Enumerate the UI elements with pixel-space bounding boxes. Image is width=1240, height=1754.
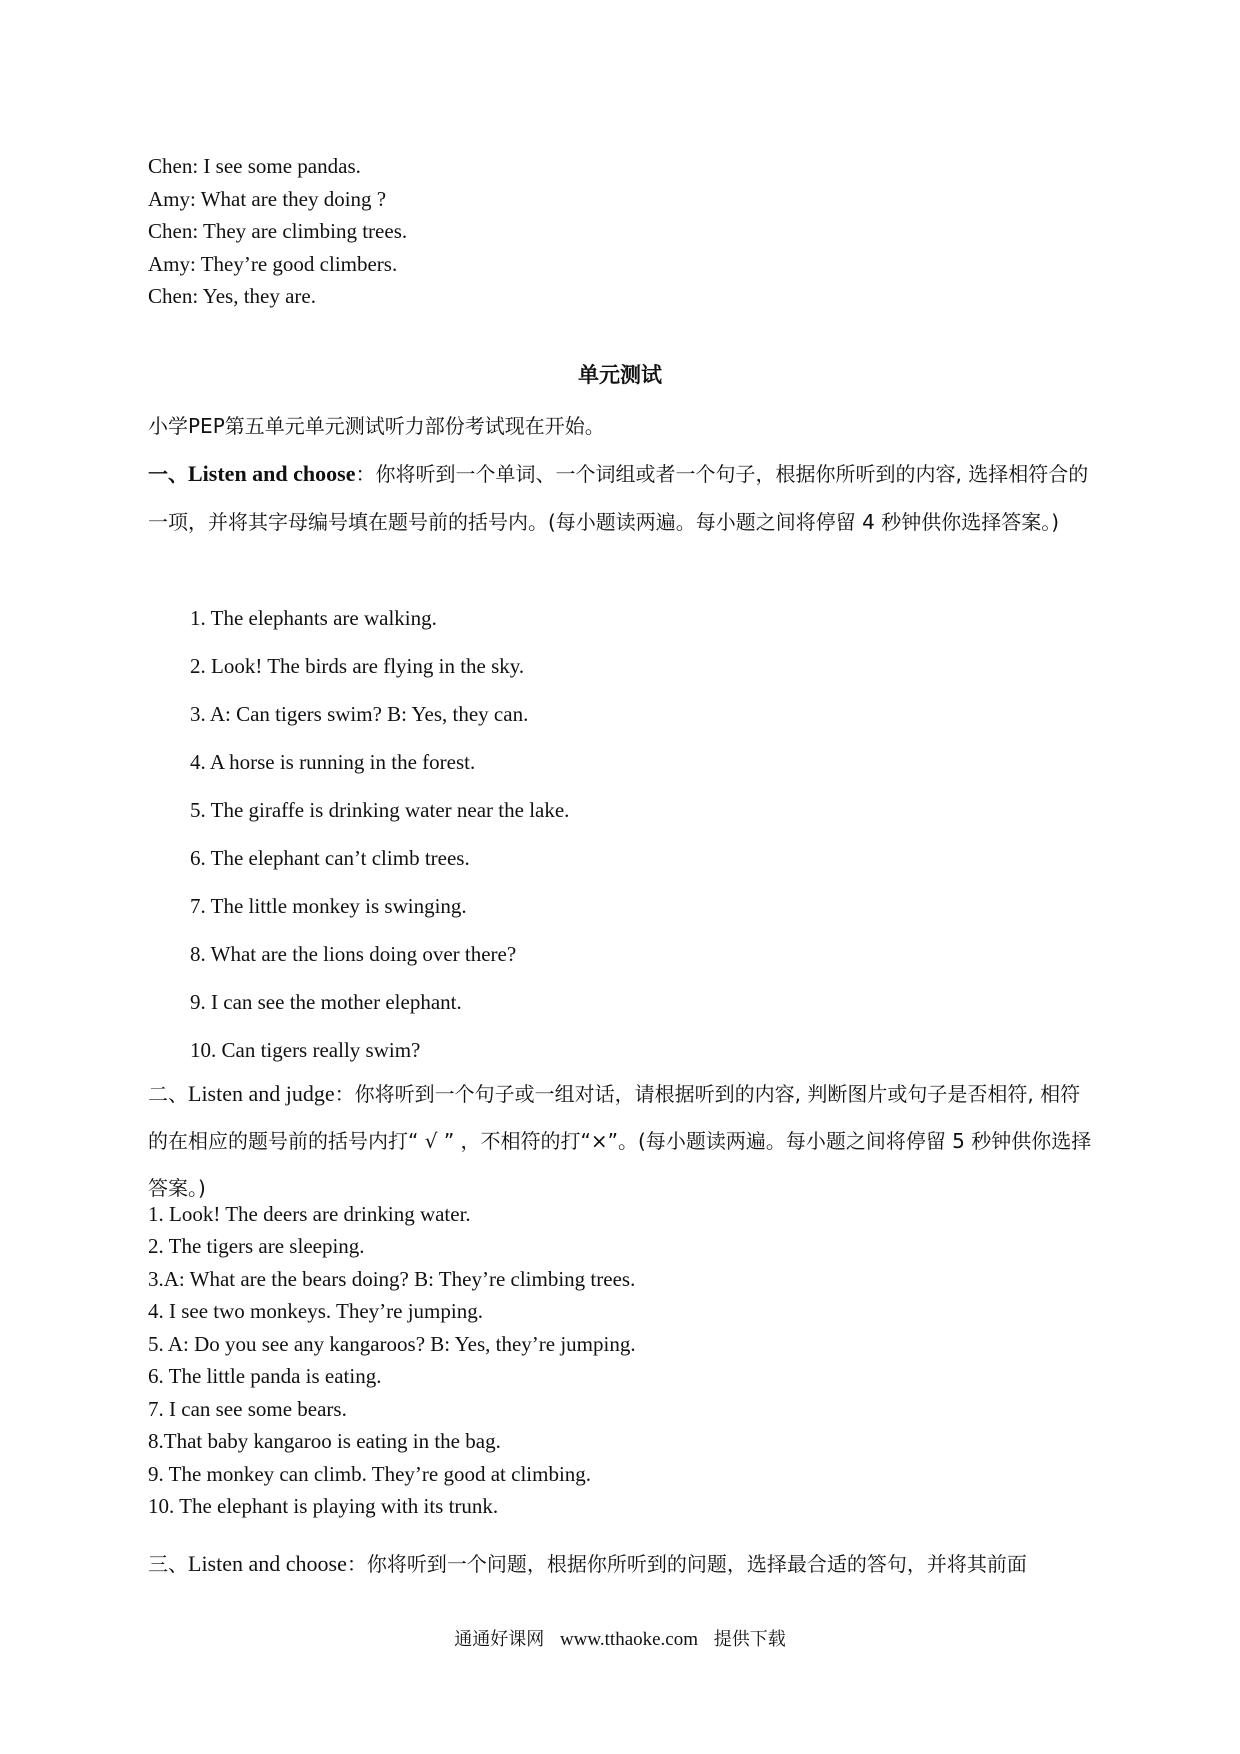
section-label: Listen and judge xyxy=(188,1081,335,1106)
list-item: 6. The elephant can’t climb trees. xyxy=(190,846,470,870)
footer-site-name: 通通好课网 xyxy=(454,1629,545,1650)
list-item: 4. A horse is running in the forest. xyxy=(190,750,476,774)
page-footer xyxy=(0,1625,1240,1651)
list-item: 4. I see two monkeys. They’re jumping. xyxy=(148,1299,483,1323)
list-item: 5. A: Do you see any kangaroos? B: Yes, they’re jumping. xyxy=(148,1332,636,1356)
list-item: 7. I can see some bears. xyxy=(148,1397,347,1421)
section-label: Listen and choose xyxy=(188,1551,347,1576)
list-item: 6. The little panda is eating. xyxy=(148,1364,382,1388)
section-instructions: ：你将听到一个问题，根据你所听到的问题，选择最合适的答句，并将其前面 xyxy=(346,1552,1027,1576)
list-item: 9. I can see the mother elephant. xyxy=(190,990,462,1014)
dialogue-line: Chen: They are climbing trees. xyxy=(148,219,408,243)
dialogue-line: Chen: I see some pandas. xyxy=(148,154,361,178)
section-1-heading xyxy=(148,450,1098,546)
list-item: 2. Look! The birds are flying in the sky. xyxy=(190,654,525,678)
section-number: 三、 xyxy=(148,1552,188,1576)
list-item: 10. The elephant is playing with its trunk. xyxy=(148,1494,499,1518)
list-item: 1. The elephants are walking. xyxy=(190,606,437,630)
section-number: 一、 xyxy=(148,462,188,486)
intro-text: 小学PEP第五单元单元测试听力部份考试现在开始。 xyxy=(148,414,605,438)
footer-suffix: 提供下载 xyxy=(713,1629,786,1650)
section-instructions: ：你将听到一个句子或一组对话，请根据听到的内容, 判断图片或句子是否相符, 相符的在相应的题号前的括号内打“ √ ” ，不相符的打“×”。(每小题读两遍。每小题之间将停留 5 秒钟供你选择答案。) xyxy=(148,1082,1092,1200)
page-title: 单元测试 xyxy=(578,363,662,387)
list-item: 5. The giraffe is drinking water near the lake. xyxy=(190,798,570,822)
dialogue-line: Amy: What are they doing ? xyxy=(148,187,387,211)
list-item: 3. A: Can tigers swim? B: Yes, they can. xyxy=(190,702,529,726)
list-item: 8. What are the lions doing over there? xyxy=(190,942,517,966)
dialogue-line: Chen: Yes, they are. xyxy=(148,284,316,308)
list-item: 10. Can tigers really swim? xyxy=(190,1038,421,1062)
section-label: Listen and choose xyxy=(188,461,356,486)
footer-url-link[interactable]: www.tthaoke.com xyxy=(559,1629,699,1650)
list-item: 2. The tigers are sleeping. xyxy=(148,1234,365,1258)
list-item: 1. Look! The deers are drinking water. xyxy=(148,1202,471,1226)
list-item: 7. The little monkey is swinging. xyxy=(190,894,467,918)
list-item: 9. The monkey can climb. They’re good at climbing. xyxy=(148,1462,592,1486)
list-item: 8.That baby kangaroo is eating in the bag. xyxy=(148,1429,501,1453)
section-number: 二、 xyxy=(148,1082,188,1106)
section-instructions: ：你将听到一个单词、一个词组或者一个句子，根据你所听到的内容, 选择相符合的一项，并将其字母编号填在题号前的括号内。(每小题读两遍。每小题之间将停留 4 秒钟供你选择答案。) xyxy=(148,462,1089,534)
section-2-heading xyxy=(148,1070,1098,1212)
section-3-heading xyxy=(148,1540,1098,1588)
list-item: 3.A: What are the bears doing? B: They’re climbing trees. xyxy=(148,1267,636,1291)
dialogue-line: Amy: They’re good climbers. xyxy=(148,252,398,276)
